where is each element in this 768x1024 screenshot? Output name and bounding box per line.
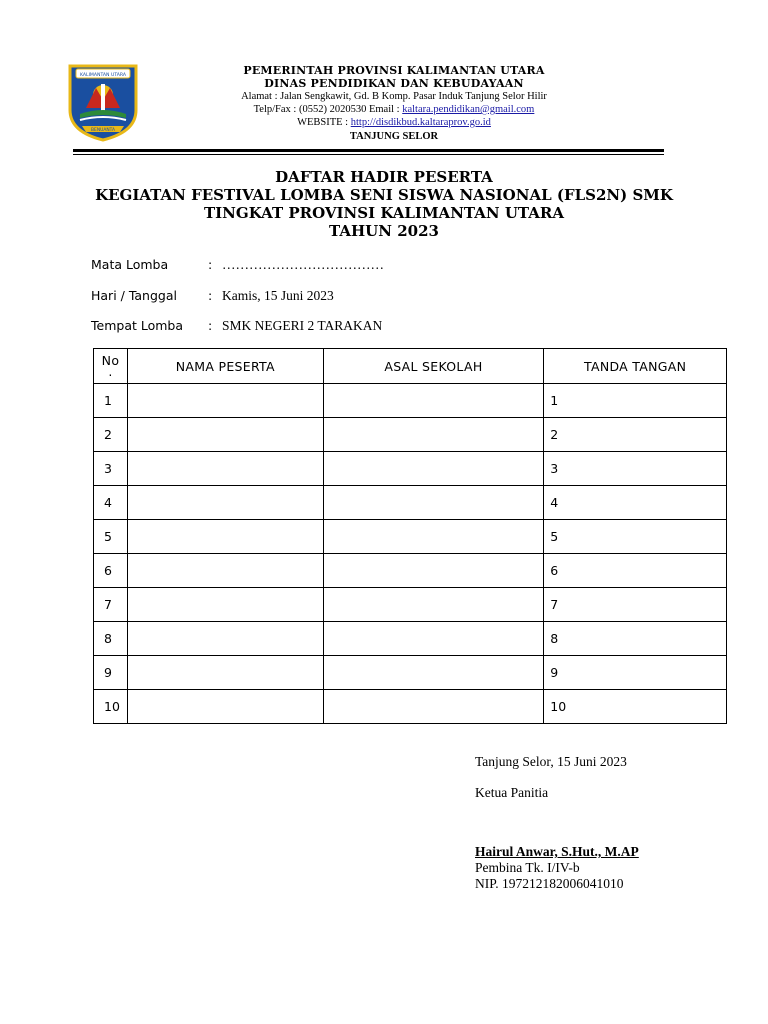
table-row	[94, 418, 727, 452]
info-separator: :	[208, 288, 213, 303]
name-cell[interactable]	[127, 452, 323, 486]
document-title	[60, 168, 708, 240]
signatory-name: Hairul Anwar, S.Hut., M.AP	[475, 844, 639, 859]
signature-cell[interactable]: 3	[544, 452, 727, 486]
table-row	[94, 656, 727, 690]
table-row	[94, 554, 727, 588]
table-header-row	[94, 349, 727, 384]
name-cell[interactable]	[127, 690, 323, 724]
title-line-3: TINGKAT PROVINSI KALIMANTAN UTARA	[204, 204, 564, 222]
title-line-1: DAFTAR HADIR PESERTA	[275, 168, 493, 186]
info-separator: :	[208, 257, 213, 272]
name-cell[interactable]	[127, 520, 323, 554]
name-cell[interactable]	[127, 588, 323, 622]
government-name: PEMERINTAH PROVINSI KALIMANTAN UTARA	[243, 64, 545, 77]
phone-text: Telp/Fax : (0552) 2020530 Email :	[253, 104, 403, 115]
website-link[interactable]: http://disdikbud.kaltaraprov.go.id	[350, 117, 491, 128]
signature-cell[interactable]: 9	[544, 656, 727, 690]
row-number: 8	[94, 622, 128, 656]
signatory-nip: NIP. 197212182006041010	[475, 876, 624, 891]
table-row	[94, 622, 727, 656]
logo-top-text: KALIMANTAN UTARA	[79, 73, 127, 78]
signature-cell[interactable]: 5	[544, 520, 727, 554]
row-number: 2	[94, 418, 128, 452]
address-line: Alamat : Jalan Sengkawit, Gd. B Komp. Pasar Induk Tanjung Selor Hilir	[241, 91, 547, 102]
signature-cell[interactable]: 2	[544, 418, 727, 452]
name-cell[interactable]	[127, 384, 323, 418]
info-label: Hari / Tanggal	[91, 288, 177, 303]
signature-cell[interactable]: 10	[544, 690, 727, 724]
row-number: 6	[94, 554, 128, 588]
website-label: WEBSITE :	[297, 117, 351, 128]
school-cell[interactable]	[323, 656, 544, 690]
school-cell[interactable]	[323, 486, 544, 520]
name-cell[interactable]	[127, 622, 323, 656]
kalimantan-utara-emblem-icon	[66, 60, 140, 142]
info-separator: :	[208, 318, 213, 333]
department-name: DINAS PENDIDIKAN DAN KEBUDAYAAN	[264, 77, 524, 90]
title-line-2: KEGIATAN FESTIVAL LOMBA SENI SISWA NASIONAL (FLS2N) SMK	[95, 186, 673, 204]
header-signature: TANDA TANGAN	[544, 349, 727, 384]
row-number: 3	[94, 452, 128, 486]
row-number: 4	[94, 486, 128, 520]
signature-cell[interactable]: 7	[544, 588, 727, 622]
table-row	[94, 452, 727, 486]
header-participant-name: NAMA PESERTA	[127, 349, 323, 384]
row-number: 7	[94, 588, 128, 622]
table-row	[94, 588, 727, 622]
signature-cell[interactable]: 1	[544, 384, 727, 418]
table-row	[94, 384, 727, 418]
contact-line	[150, 103, 638, 116]
info-label: Mata Lomba	[91, 257, 169, 272]
signature-cell[interactable]: 8	[544, 622, 727, 656]
signatory-rank: Pembina Tk. I/IV-b	[475, 860, 580, 875]
header-no: No .	[94, 349, 128, 384]
signature-cell[interactable]: 6	[544, 554, 727, 588]
signature-cell[interactable]: 4	[544, 486, 727, 520]
school-cell[interactable]	[323, 384, 544, 418]
school-cell[interactable]	[323, 418, 544, 452]
info-value: Kamis, 15 Juni 2023	[222, 288, 334, 303]
website-line	[150, 116, 638, 129]
signatory-role: Ketua Panitia	[475, 785, 549, 800]
header-school: ASAL SEKOLAH	[323, 349, 544, 384]
logo-bottom-text: BENUANTA	[91, 128, 115, 133]
name-cell[interactable]	[127, 554, 323, 588]
city-name: TANJUNG SELOR	[349, 131, 439, 142]
letterhead-rule-thin	[73, 154, 664, 155]
letterhead	[150, 64, 638, 144]
row-number: 9	[94, 656, 128, 690]
info-value: ………………………………	[222, 257, 384, 272]
place-date: Tanjung Selor, 15 Juni 2023	[475, 754, 627, 769]
attendance-table	[93, 348, 727, 724]
school-cell[interactable]	[323, 690, 544, 724]
school-cell[interactable]	[323, 622, 544, 656]
row-number: 10	[94, 690, 128, 724]
name-cell[interactable]	[127, 486, 323, 520]
school-cell[interactable]	[323, 588, 544, 622]
table-row	[94, 690, 727, 724]
info-label: Tempat Lomba	[91, 318, 184, 333]
school-cell[interactable]	[323, 452, 544, 486]
table-row	[94, 520, 727, 554]
school-cell[interactable]	[323, 554, 544, 588]
school-cell[interactable]	[323, 520, 544, 554]
title-line-4: TAHUN 2023	[329, 222, 439, 240]
info-value: SMK NEGERI 2 TARAKAN	[222, 318, 383, 333]
email-link[interactable]: kaltara.pendidikan@gmail.com	[402, 104, 535, 115]
table-row	[94, 486, 727, 520]
row-number: 5	[94, 520, 128, 554]
row-number: 1	[94, 384, 128, 418]
letterhead-rule-thick	[73, 149, 664, 152]
name-cell[interactable]	[127, 656, 323, 690]
name-cell[interactable]	[127, 418, 323, 452]
